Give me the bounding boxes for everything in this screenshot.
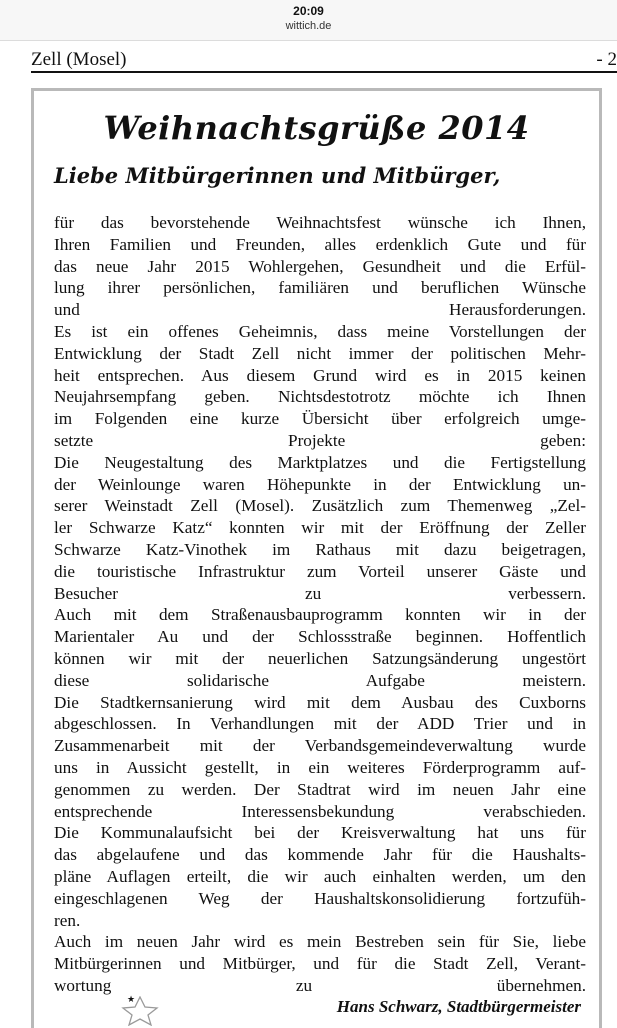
- text-line: Auch im neuen Jahr wird es mein Bestreben sein für Sie, liebe: [54, 932, 586, 952]
- page-header: [31, 49, 617, 73]
- text-line: setzte Projekte geben:: [54, 430, 586, 450]
- text-line: Besucher zu verbessern.: [54, 583, 586, 603]
- text-line: entsprechende Interessensbekundung verabschieden.: [54, 801, 586, 821]
- text-line: und Herausforderungen.: [54, 300, 586, 320]
- page-number: - 2: [596, 49, 617, 70]
- text-line: Ihren Familien und Freunden, alles erdenklich Gute und für: [54, 234, 586, 254]
- article-paragraph: [54, 452, 586, 605]
- text-line: die touristische Infrastruktur zum Vorteil unserer Gäste und: [54, 561, 586, 581]
- text-line: ren.: [54, 910, 81, 930]
- text-line: uns in Aussicht gestellt, in ein weiteres Förderprogramm auf-: [54, 757, 586, 777]
- text-line: Auch mit dem Straßenausbauprogramm konnten wir in der: [54, 605, 586, 625]
- text-line: können wir mit der neuerlichen Satzungsänderung ungestört: [54, 648, 586, 668]
- text-line: im Folgenden eine kurze Übersicht über erfolgreich umge-: [54, 409, 586, 429]
- text-line: Entwicklung der Stadt Zell nicht immer der politischen Mehr-: [54, 343, 586, 363]
- text-line: Die Stadtkernsanierung wird mit dem Ausbau des Cuxborns: [54, 692, 586, 712]
- text-line: Schwarze Katz-Vinothek im Rathaus mit dazu beigetragen,: [54, 539, 586, 559]
- text-line: Zusammenarbeit mit der Verbandsgemeindeverwaltung wurde: [54, 736, 586, 756]
- browser-status-bar: [0, 0, 617, 41]
- text-line: genommen zu werden. Der Stadtrat wird im neuen Jahr eine: [54, 779, 586, 799]
- status-time: 20:09: [293, 4, 324, 18]
- text-line: wortung zu übernehmen.: [54, 975, 586, 995]
- text-line: Es ist ein offenes Geheimnis, dass meine Vorstellungen der: [54, 321, 586, 341]
- text-line: lung ihrer persönlichen, familiären und beruflichen Wünsche: [54, 278, 586, 298]
- star-outline-icon: [120, 996, 160, 1026]
- article-salutation: Liebe Mitbürgerinnen und Mitbürger,: [54, 163, 501, 188]
- page-header-town: Zell (Mosel): [31, 49, 127, 70]
- text-line: serer Weinstadt Zell (Mosel). Zusätzlich zum Themenweg „Zel-: [54, 496, 586, 516]
- text-line: eingeschlagenen Weg der Haushaltskonsolidierung fortzufüh-: [54, 888, 586, 908]
- article-paragraph: [54, 822, 586, 931]
- text-line: für das bevorstehende Weihnachtsfest wünsche ich Ihnen,: [54, 213, 586, 232]
- article-title: Weihnachtsgrüße 2014: [103, 109, 530, 147]
- article-paragraph: [54, 931, 586, 996]
- article-body: [54, 212, 586, 997]
- article-frame: [31, 88, 602, 1028]
- text-line: abgeschlossen. In Verhandlungen mit der ADD Trier und in: [54, 714, 586, 734]
- article-paragraph: [54, 212, 586, 321]
- text-line: Marientaler Au und der Schlossstraße beginnen. Hoffentlich: [54, 627, 586, 647]
- text-line: Die Neugestaltung des Marktplatzes und die Fertigstellung: [54, 452, 586, 472]
- text-line: der Weinlounge waren Höhepunkte in der Entwicklung un-: [54, 474, 586, 494]
- text-line: ler Schwarze Katz“ konnten wir mit der Eröffnung der Zeller: [54, 518, 586, 538]
- article-paragraph: [54, 604, 586, 691]
- article-paragraph: [54, 692, 586, 823]
- text-line: diese solidarische Aufgabe meistern.: [54, 670, 586, 690]
- text-line: das abgelaufene und das kommende Jahr für die Haushalts-: [54, 845, 586, 865]
- text-line: das neue Jahr 2015 Wohlergehen, Gesundheit und die Erfül-: [54, 256, 586, 276]
- star-small-icon: ★: [127, 994, 136, 1004]
- text-line: heit entsprechen. Aus diesem Grund wird es in 2015 keinen: [54, 365, 586, 385]
- text-line: Die Kommunalaufsicht bei der Kreisverwaltung hat uns für: [54, 823, 586, 843]
- text-line: Neujahrsempfang geben. Nichtsdestotrotz möchte ich Ihnen: [54, 387, 586, 407]
- text-line: pläne Auflagen erteilt, die wir auch einhalten werden, um den: [54, 866, 586, 886]
- address-url[interactable]: wittich.de: [285, 20, 332, 32]
- article-paragraph: [54, 321, 586, 452]
- article-signature: Hans Schwarz, Stadtbürgermeister: [336, 997, 581, 1016]
- text-line: Mitbürgerinnen und Mitbürger, und für die Stadt Zell, Verant-: [54, 954, 586, 974]
